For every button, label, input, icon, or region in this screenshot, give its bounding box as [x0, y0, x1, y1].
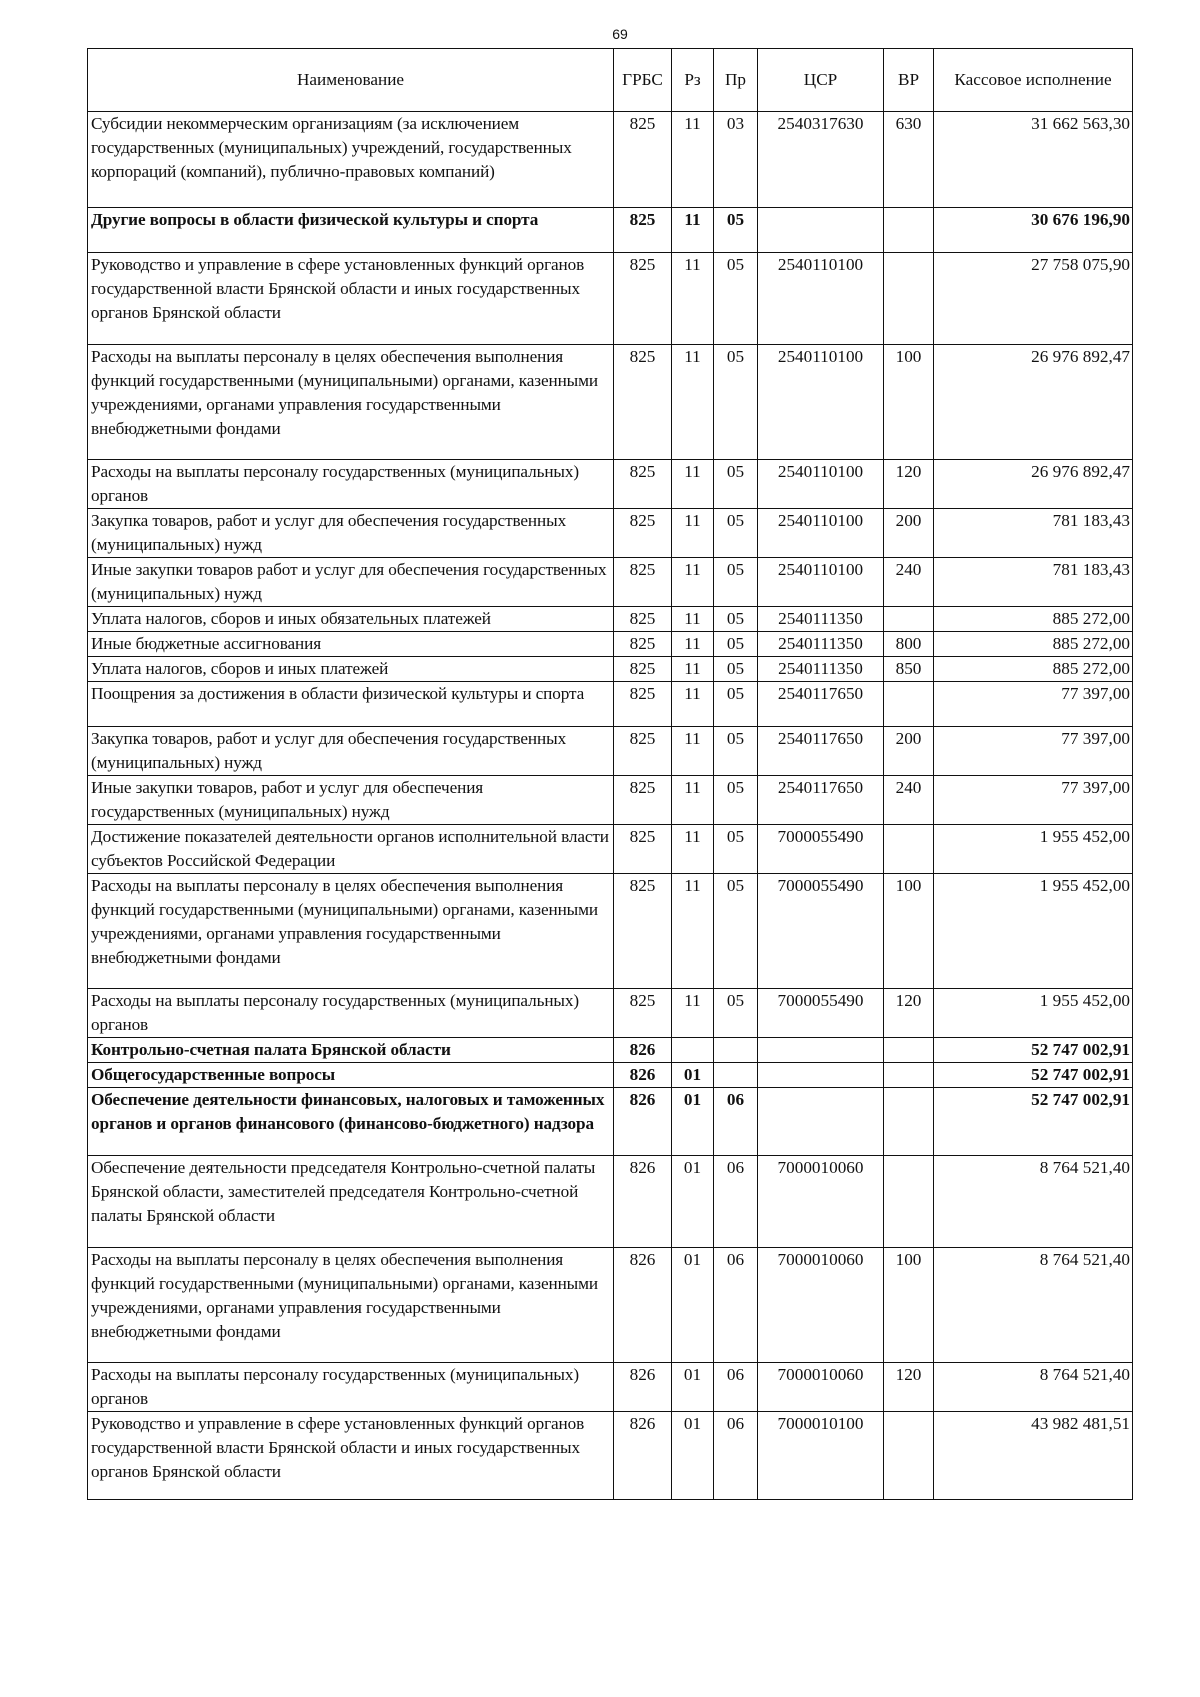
cell-vr: 240 [884, 776, 934, 825]
cell-csr: 7000010060 [758, 1248, 884, 1363]
cell-csr: 7000010100 [758, 1412, 884, 1500]
cell-csr: 7000010060 [758, 1363, 884, 1412]
cell-rz: 11 [672, 874, 714, 989]
cell-grbs: 826 [614, 1063, 672, 1088]
table-row [88, 632, 1133, 657]
cell-pr: 05 [714, 558, 758, 607]
cell-rz: 11 [672, 825, 714, 874]
cell-name: Расходы на выплаты персоналу в целях обеспечения выполнения функций государственными (муниципальными) органами, казенными учреждениями, органами управления государственными внебюджетными фондами [88, 345, 614, 460]
cell-grbs: 825 [614, 112, 672, 208]
cell-pr: 05 [714, 874, 758, 989]
cell-name: Поощрения за достижения в области физической культуры и спорта [88, 682, 614, 727]
table-row [88, 1248, 1133, 1363]
table-row [88, 874, 1133, 989]
cell-grbs: 825 [614, 657, 672, 682]
budget-execution-table [87, 48, 1133, 1500]
cell-rz: 11 [672, 989, 714, 1038]
cell-name: Иные закупки товаров работ и услуг для обеспечения государственных (муниципальных) нужд [88, 558, 614, 607]
cell-vr [884, 1063, 934, 1088]
cell-vr: 200 [884, 727, 934, 776]
cell-grbs: 826 [614, 1088, 672, 1156]
cell-amount: 52 747 002,91 [934, 1063, 1133, 1088]
cell-name: Контрольно-счетная палата Брянской области [88, 1038, 614, 1063]
cell-vr [884, 607, 934, 632]
table-header-row [88, 49, 1133, 112]
cell-vr: 630 [884, 112, 934, 208]
table-row [88, 253, 1133, 345]
cell-rz: 11 [672, 632, 714, 657]
cell-rz: 11 [672, 607, 714, 632]
table-row [88, 1063, 1133, 1088]
cell-amount: 27 758 075,90 [934, 253, 1133, 345]
cell-grbs: 825 [614, 776, 672, 825]
header-vr: ВР [884, 49, 934, 112]
cell-csr: 2540111350 [758, 607, 884, 632]
cell-csr: 7000055490 [758, 989, 884, 1038]
cell-vr: 100 [884, 345, 934, 460]
cell-vr [884, 1038, 934, 1063]
cell-grbs: 826 [614, 1156, 672, 1248]
cell-rz: 11 [672, 727, 714, 776]
cell-pr: 05 [714, 509, 758, 558]
cell-name: Уплата налогов, сборов и иных обязательных платежей [88, 607, 614, 632]
cell-name: Другие вопросы в области физической культуры и спорта [88, 208, 614, 253]
cell-rz: 11 [672, 460, 714, 509]
cell-name: Субсидии некоммерческим организациям (за исключением государственных (муниципальных) учреждений, государственных корпораций (компаний), публично-правовых компаний) [88, 112, 614, 208]
cell-pr: 05 [714, 345, 758, 460]
cell-pr: 05 [714, 727, 758, 776]
table-row [88, 1088, 1133, 1156]
cell-amount: 781 183,43 [934, 558, 1133, 607]
table-row [88, 509, 1133, 558]
cell-amount: 26 976 892,47 [934, 460, 1133, 509]
cell-rz [672, 1038, 714, 1063]
cell-vr: 120 [884, 989, 934, 1038]
cell-name: Иные закупки товаров, работ и услуг для обеспечения государственных (муниципальных) нужд [88, 776, 614, 825]
cell-name: Обеспечение деятельности председателя Контрольно-счетной палаты Брянской области, заместителей председателя Контрольно-счетной палаты Брянской области [88, 1156, 614, 1248]
cell-pr: 05 [714, 208, 758, 253]
cell-csr: 2540117650 [758, 727, 884, 776]
cell-vr [884, 825, 934, 874]
table-row [88, 1412, 1133, 1500]
cell-pr: 05 [714, 460, 758, 509]
cell-name: Расходы на выплаты персоналу государственных (муниципальных) органов [88, 989, 614, 1038]
cell-grbs: 826 [614, 1248, 672, 1363]
cell-rz: 01 [672, 1412, 714, 1500]
cell-vr [884, 253, 934, 345]
cell-csr: 2540110100 [758, 558, 884, 607]
header-pr: Пр [714, 49, 758, 112]
cell-name: Расходы на выплаты персоналу в целях обеспечения выполнения функций государственными (муниципальными) органами, казенными учреждениями, органами управления государственными внебюджетными фондами [88, 1248, 614, 1363]
cell-vr [884, 1156, 934, 1248]
cell-rz: 11 [672, 682, 714, 727]
cell-csr: 7000010060 [758, 1156, 884, 1248]
cell-pr: 06 [714, 1088, 758, 1156]
cell-grbs: 826 [614, 1038, 672, 1063]
cell-vr: 800 [884, 632, 934, 657]
cell-amount: 8 764 521,40 [934, 1248, 1133, 1363]
cell-amount: 885 272,00 [934, 657, 1133, 682]
cell-pr: 06 [714, 1156, 758, 1248]
header-name: Наименование [88, 49, 614, 112]
cell-csr: 2540111350 [758, 632, 884, 657]
cell-csr: 7000055490 [758, 874, 884, 989]
cell-amount: 30 676 196,90 [934, 208, 1133, 253]
cell-csr: 2540317630 [758, 112, 884, 208]
cell-name: Уплата налогов, сборов и иных платежей [88, 657, 614, 682]
cell-name: Обеспечение деятельности финансовых, налоговых и таможенных органов и органов финансового (финансово-бюджетного) надзора [88, 1088, 614, 1156]
cell-name: Расходы на выплаты персоналу в целях обеспечения выполнения функций государственными (муниципальными) органами, казенными учреждениями, органами управления государственными внебюджетными фондами [88, 874, 614, 989]
table-row [88, 345, 1133, 460]
cell-vr: 100 [884, 874, 934, 989]
cell-name: Расходы на выплаты персоналу государственных (муниципальных) органов [88, 460, 614, 509]
cell-vr [884, 1412, 934, 1500]
cell-csr: 7000055490 [758, 825, 884, 874]
cell-pr: 05 [714, 825, 758, 874]
cell-amount: 77 397,00 [934, 682, 1133, 727]
table-row [88, 1038, 1133, 1063]
cell-grbs: 825 [614, 825, 672, 874]
cell-csr: 2540110100 [758, 509, 884, 558]
cell-amount: 885 272,00 [934, 632, 1133, 657]
cell-grbs: 825 [614, 989, 672, 1038]
cell-rz: 01 [672, 1063, 714, 1088]
cell-grbs: 825 [614, 345, 672, 460]
cell-amount: 1 955 452,00 [934, 989, 1133, 1038]
cell-pr: 05 [714, 989, 758, 1038]
cell-csr: 2540117650 [758, 682, 884, 727]
table-row [88, 682, 1133, 727]
cell-amount: 8 764 521,40 [934, 1156, 1133, 1248]
cell-name: Расходы на выплаты персоналу государственных (муниципальных) органов [88, 1363, 614, 1412]
header-grbs: ГРБС [614, 49, 672, 112]
cell-rz: 11 [672, 776, 714, 825]
cell-grbs: 825 [614, 208, 672, 253]
cell-amount: 77 397,00 [934, 776, 1133, 825]
cell-amount: 8 764 521,40 [934, 1363, 1133, 1412]
table-row [88, 558, 1133, 607]
cell-grbs: 826 [614, 1412, 672, 1500]
cell-name: Достижение показателей деятельности органов исполнительной власти субъектов Российской Федерации [88, 825, 614, 874]
cell-pr [714, 1063, 758, 1088]
cell-csr: 2540110100 [758, 460, 884, 509]
cell-grbs: 825 [614, 607, 672, 632]
cell-rz: 11 [672, 509, 714, 558]
cell-pr: 06 [714, 1412, 758, 1500]
cell-csr [758, 1088, 884, 1156]
cell-grbs: 826 [614, 1363, 672, 1412]
cell-amount: 781 183,43 [934, 509, 1133, 558]
cell-rz: 11 [672, 345, 714, 460]
cell-pr [714, 1038, 758, 1063]
cell-rz: 11 [672, 112, 714, 208]
table-body [88, 112, 1133, 1500]
table-row [88, 460, 1133, 509]
cell-amount: 77 397,00 [934, 727, 1133, 776]
cell-amount: 52 747 002,91 [934, 1038, 1133, 1063]
table-row [88, 208, 1133, 253]
cell-csr: 2540110100 [758, 253, 884, 345]
cell-csr [758, 1038, 884, 1063]
cell-pr: 05 [714, 632, 758, 657]
cell-rz: 01 [672, 1248, 714, 1363]
cell-vr [884, 208, 934, 253]
cell-name: Закупка товаров, работ и услуг для обеспечения государственных (муниципальных) нужд [88, 727, 614, 776]
cell-rz: 11 [672, 657, 714, 682]
cell-name: Руководство и управление в сфере установленных функций органов государственной власти Брянской области и иных государственных органов Брянской области [88, 253, 614, 345]
table-row [88, 1363, 1133, 1412]
cell-pr: 05 [714, 607, 758, 632]
cell-grbs: 825 [614, 460, 672, 509]
table-row [88, 825, 1133, 874]
cell-pr: 05 [714, 776, 758, 825]
cell-csr [758, 208, 884, 253]
cell-amount: 52 747 002,91 [934, 1088, 1133, 1156]
table-row [88, 112, 1133, 208]
cell-rz: 11 [672, 558, 714, 607]
cell-amount: 31 662 563,30 [934, 112, 1133, 208]
cell-amount: 1 955 452,00 [934, 874, 1133, 989]
header-amount: Кассовое исполнение [934, 49, 1133, 112]
table-row [88, 607, 1133, 632]
cell-grbs: 825 [614, 632, 672, 657]
cell-vr: 850 [884, 657, 934, 682]
page-number: 69 [612, 26, 628, 42]
cell-csr [758, 1063, 884, 1088]
table-row [88, 1156, 1133, 1248]
cell-amount: 1 955 452,00 [934, 825, 1133, 874]
cell-amount: 885 272,00 [934, 607, 1133, 632]
cell-grbs: 825 [614, 727, 672, 776]
cell-grbs: 825 [614, 558, 672, 607]
cell-vr: 120 [884, 460, 934, 509]
cell-vr: 100 [884, 1248, 934, 1363]
cell-grbs: 825 [614, 509, 672, 558]
cell-rz: 01 [672, 1156, 714, 1248]
cell-grbs: 825 [614, 874, 672, 989]
cell-name: Общегосударственные вопросы [88, 1063, 614, 1088]
cell-vr: 240 [884, 558, 934, 607]
cell-rz: 11 [672, 208, 714, 253]
cell-amount: 43 982 481,51 [934, 1412, 1133, 1500]
cell-rz: 11 [672, 253, 714, 345]
table-row [88, 657, 1133, 682]
cell-rz: 01 [672, 1363, 714, 1412]
cell-grbs: 825 [614, 682, 672, 727]
cell-csr: 2540111350 [758, 657, 884, 682]
table-row [88, 727, 1133, 776]
cell-vr [884, 1088, 934, 1156]
cell-vr: 120 [884, 1363, 934, 1412]
cell-pr: 06 [714, 1248, 758, 1363]
cell-name: Руководство и управление в сфере установленных функций органов государственной власти Брянской области и иных государственных органов Брянской области [88, 1412, 614, 1500]
header-csr: ЦСР [758, 49, 884, 112]
cell-csr: 2540110100 [758, 345, 884, 460]
cell-pr: 05 [714, 657, 758, 682]
cell-pr: 05 [714, 253, 758, 345]
cell-pr: 03 [714, 112, 758, 208]
cell-csr: 2540117650 [758, 776, 884, 825]
cell-amount: 26 976 892,47 [934, 345, 1133, 460]
cell-pr: 05 [714, 682, 758, 727]
cell-pr: 06 [714, 1363, 758, 1412]
cell-vr [884, 682, 934, 727]
table-row [88, 776, 1133, 825]
cell-vr: 200 [884, 509, 934, 558]
header-rz: Рз [672, 49, 714, 112]
cell-name: Иные бюджетные ассигнования [88, 632, 614, 657]
table-row [88, 989, 1133, 1038]
cell-grbs: 825 [614, 253, 672, 345]
cell-rz: 01 [672, 1088, 714, 1156]
cell-name: Закупка товаров, работ и услуг для обеспечения государственных (муниципальных) нужд [88, 509, 614, 558]
